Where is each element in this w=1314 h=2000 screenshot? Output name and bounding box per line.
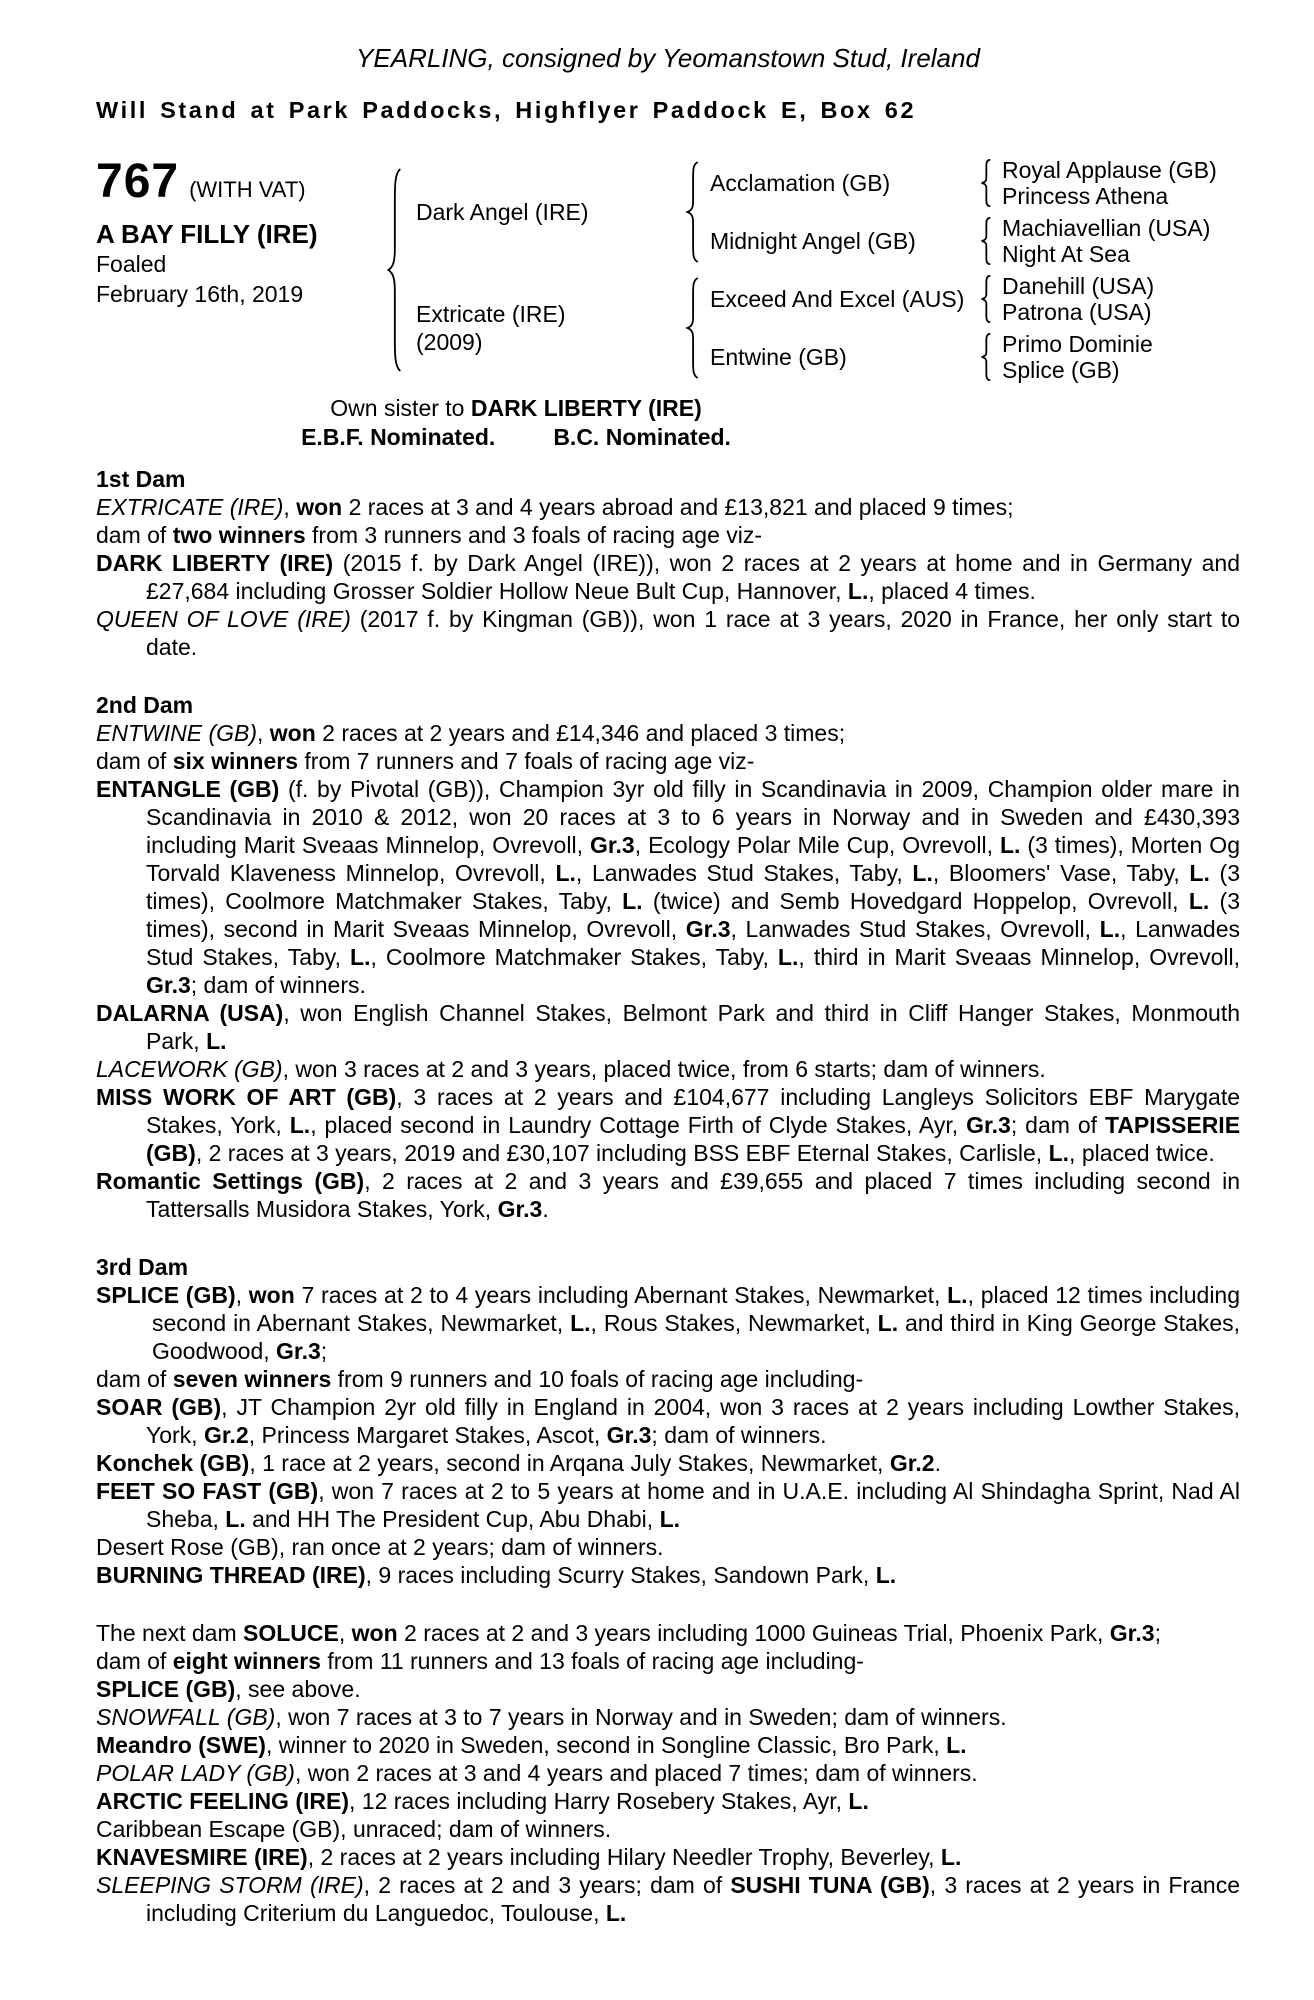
pedigree-gen3-pair-1: [998, 154, 1240, 212]
para-lacework: LACEWORK (GB), won 3 races at 2 and 3 years, placed twice, from 6 starts; dam of winners.: [96, 1056, 1046, 1082]
pedigree-ancestor: Night At Sea: [1002, 241, 1130, 267]
vat-note: (WITH VAT): [189, 177, 306, 202]
brace-icon: [682, 277, 701, 379]
pedigree-sire: Dark Angel (IRE): [416, 199, 589, 225]
pedigree-ancestor: Princess Athena: [1002, 183, 1169, 209]
brace-icon: [977, 275, 993, 323]
section-heading-1st-dam: 1st Dam: [96, 466, 186, 492]
para-dark-liberty: DARK LIBERTY (IRE) (2015 f. by Dark Angel (IRE)), won 2 races at 2 years at home and in Germany and £27,684 including Grosser Soldier Hollow Neue Bult Cup, Hannover, L., placed 4 times.: [96, 550, 1240, 604]
pedigree-granddam-2: Entwine (GB): [710, 344, 847, 370]
consignment-title: YEARLING, consigned by Yeomanstown Stud, Ireland: [356, 43, 980, 73]
pedigree-brace-dam-side: [676, 270, 706, 386]
pedigree-granddam-1: Midnight Angel (GB): [710, 228, 916, 254]
para-miss-work-of-art: MISS WORK OF ART (GB), 3 races at 2 years and £104,677 including Langleys Solicitors EBF Marygate Stakes, York, L., placed second in Laundry Cottage Firth of Clyde Stakes, Ayr, Gr.3; dam of TAPISSERIE (GB), 2 races at 3 years, 2019 and £30,107 including BSS EBF Eternal Stakes, Carlisle, L., placed twice.: [96, 1084, 1241, 1166]
para-snowfall: SNOWFALL (GB), won 7 races at 3 to 7 years in Norway and in Sweden; dam of winners.: [96, 1704, 1007, 1730]
para-splice: SPLICE (GB), won 7 races at 2 to 4 years including Abernant Stakes, Newmarket, L., placed 12 times including second in Abernant Stakes, Newmarket, L., Rous Stakes, Newmarket, L. and third in King George Stakes, Goodwood, Gr.3;: [96, 1282, 1241, 1364]
bc-nomination: B.C. Nominated.: [553, 424, 731, 450]
pedigree-gen3-pair-3: [998, 270, 1240, 328]
para-entangle: ENTANGLE (GB) (f. by Pivotal (GB)), Champion 3yr old filly in Scandinavia in 2009, Champion older mare in Scandinavia in 2010 & 2012, won 20 races at 3 to 6 years in Norway and in Sweden and £430,393 including Marit Sveaas Minnelop, Ovrevoll, Gr.3, Ecology Polar Mile Cup, Ovrevoll, L. (3 times), Morten Og Torvald Klaveness Minnelop, Ovrevoll, L., Lanwades Stud Stakes, Taby, L., Bloomers' Vase, Taby, L. (3 times), Coolmore Matchmaker Stakes, Taby, L. (twice) and Semb Hovedgard Hoppelop, Ovrevoll, L. (3 times), second in Marit Sveaas Minnelop, Ovrevoll, Gr.3, Lanwades Stud Stakes, Ovrevoll, L., Lanwades Stud Stakes, Taby, L., Coolmore Matchmaker Stakes, Taby, L., third in Marit Sveaas Minnelop, Ovrevoll, Gr.3; dam of winners.: [96, 776, 1241, 998]
foaled-label: Foaled: [96, 251, 167, 277]
pedigree-ancestor: Machiavellian (USA): [1002, 215, 1211, 241]
para-sleeping-storm: SLEEPING STORM (IRE), 2 races at 2 and 3 years; dam of SUSHI TUNA (GB), 3 races at 2 years in France including Criterium du Languedoc, Toulouse, L.: [96, 1872, 1240, 1926]
pedigree-gen3-pair-4: [998, 328, 1240, 386]
nominations-line: [96, 423, 936, 451]
stand-location-line: Will Stand at Park Paddocks, Highflyer Paddock E, Box 62: [96, 97, 917, 123]
para-meandro: Meandro (SWE), winner to 2020 in Sweden, second in Songline Classic, Bro Park, L.: [96, 1732, 967, 1758]
para-dam-of-eight-winners: dam of eight winners from 11 runners and 13 foals of racing age including-: [96, 1648, 864, 1674]
pedigree-ancestor: Danehill (USA): [1002, 273, 1155, 299]
para-dam-of-two-winners: dam of two winners from 3 runners and 3 foals of racing age viz-: [96, 522, 763, 548]
pedigree-brace-pair-3: [972, 270, 998, 328]
para-konchek: Konchek (GB), 1 race at 2 years, second in Arqana July Stakes, Newmarket, Gr.2.: [96, 1450, 941, 1476]
section-heading-3rd-dam: 3rd Dam: [96, 1254, 189, 1280]
lot-number-line: [96, 155, 376, 208]
para-burning-thread: BURNING THREAD (IRE), 9 races including Scurry Stakes, Sandown Park, L.: [96, 1562, 897, 1588]
foaled-date: February 16th, 2019: [96, 281, 304, 307]
brace-icon: [977, 333, 993, 381]
pedigree-brace-pair-2: [972, 212, 998, 270]
para-romantic-settings: Romantic Settings (GB), 2 races at 2 and 3 years and £39,655 and placed 7 times including second in Tattersalls Musidora Stakes, York, Gr.3.: [96, 1168, 1240, 1222]
para-queen-of-love: QUEEN OF LOVE (IRE) (2017 f. by Kingman (GB)), won 1 race at 3 years, 2020 in France, her only start to date.: [96, 606, 1241, 660]
brace-icon: [977, 217, 993, 265]
para-feet-so-fast: FEET SO FAST (GB), won 7 races at 2 to 5 years at home and in U.A.E. including Al Shindagha Sprint, Nad Al Sheba, L. and HH The President Cup, Abu Dhabi, L.: [96, 1478, 1240, 1532]
pedigree-ancestor: Primo Dominie: [1002, 331, 1153, 357]
pedigree-dam-year: (2009): [416, 329, 483, 355]
para-dalarna: DALARNA (USA), won English Channel Stakes, Belmont Park and third in Cliff Hanger Stakes, Monmouth Park, L.: [96, 1000, 1241, 1054]
para-knavesmire: KNAVESMIRE (IRE), 2 races at 2 years including Hilary Needler Trophy, Beverley, L.: [96, 1844, 962, 1870]
lot-info-column: [96, 154, 376, 386]
pedigree-dam-name: Extricate (IRE): [416, 301, 566, 327]
pedigree-brace-pair-1: [972, 154, 998, 212]
pedigree-brace-sire-side: [676, 154, 706, 270]
para-desert-rose: Desert Rose (GB), ran once at 2 years; dam of winners.: [96, 1534, 664, 1560]
brace-icon: [382, 167, 404, 373]
brace-icon: [682, 161, 701, 263]
section-2nd-dam: [96, 691, 1240, 1223]
section-heading-2nd-dam: 2nd Dam: [96, 692, 194, 718]
para-splice-see-above: SPLICE (GB), see above.: [96, 1676, 361, 1702]
section-3rd-dam: [96, 1253, 1240, 1589]
own-sister-note: Own sister to DARK LIBERTY (IRE): [330, 395, 702, 421]
pedigree-brace-pair-4: [972, 328, 998, 386]
pedigree-table: [96, 154, 1240, 386]
para-dam-of-seven-winners: dam of seven winners from 9 runners and 10 foals of racing age including-: [96, 1366, 864, 1392]
para-soar: SOAR (GB), JT Champion 2yr old filly in England in 2004, won 3 races at 2 years including Lowther Stakes, York, Gr.2, Princess Margaret Stakes, Ascot, Gr.3; dam of winners.: [96, 1394, 1240, 1448]
horse-name: A BAY FILLY (IRE): [96, 219, 318, 249]
pedigree-grandsire-2: Exceed And Excel (AUS): [710, 286, 965, 312]
section-1st-dam: [96, 465, 1240, 661]
pedigree-gen3-pair-2: [998, 212, 1240, 270]
pedigree-brace-gen1: [376, 154, 410, 386]
para-arctic-feeling: ARCTIC FEELING (IRE), 12 races including Harry Rosebery Stakes, Ayr, L.: [96, 1788, 869, 1814]
para-dam-of-six-winners: dam of six winners from 7 runners and 7 foals of racing age viz-: [96, 748, 755, 774]
pedigree-dam: [410, 270, 676, 386]
pedigree-notes: [96, 394, 936, 451]
brace-icon: [977, 159, 993, 207]
pedigree-ancestor: Patrona (USA): [1002, 299, 1152, 325]
para-polar-lady: POLAR LADY (GB), won 2 races at 3 and 4 years and placed 7 times; dam of winners.: [96, 1760, 978, 1786]
para-extricate: EXTRICATE (IRE), won 2 races at 3 and 4 years abroad and £13,821 and placed 9 times;: [96, 494, 1014, 520]
lot-number: 767: [96, 155, 180, 208]
para-soluce: The next dam SOLUCE, won 2 races at 2 and 3 years including 1000 Guineas Trial, Phoenix Park, Gr.3;: [96, 1620, 1161, 1646]
pedigree-grandsire-1: Acclamation (GB): [710, 170, 891, 196]
para-entwine: ENTWINE (GB), won 2 races at 2 years and £14,346 and placed 3 times;: [96, 720, 846, 746]
ebf-nomination: E.B.F. Nominated.: [301, 424, 496, 450]
pedigree-ancestor: Splice (GB): [1002, 357, 1120, 383]
para-caribbean-escape: Caribbean Escape (GB), unraced; dam of winners.: [96, 1816, 612, 1842]
section-next-dam: [96, 1619, 1240, 1927]
pedigree-ancestor: Royal Applause (GB): [1002, 157, 1217, 183]
